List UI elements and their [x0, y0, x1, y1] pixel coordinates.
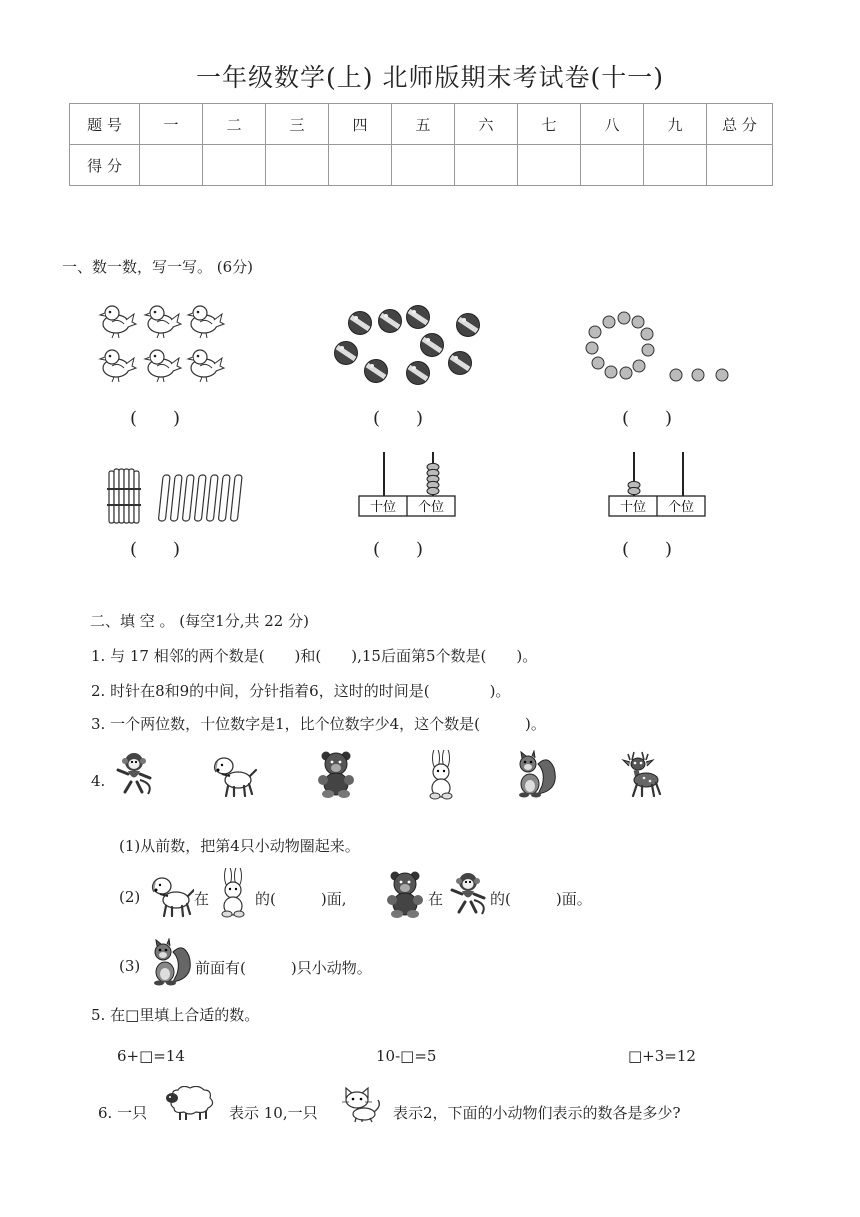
ball-icon [421, 334, 444, 357]
beads-picture [584, 310, 734, 385]
ball-icon [379, 310, 402, 333]
table-cell: 得 分 [70, 145, 140, 186]
abacus-picture [606, 450, 706, 520]
question-6-c: 表示2，下面的小动物们表示的数各是多少? [393, 1104, 681, 1122]
score-input-cell[interactable] [455, 145, 518, 186]
rabbit-icon[interactable] [421, 750, 463, 802]
question-5: 5. 在□里填上合适的数。 [91, 1006, 260, 1024]
table-cell: 七 [518, 104, 581, 145]
question-6-b: 表示 10,一只 [229, 1104, 318, 1122]
table-cell: 题 号 [70, 104, 140, 145]
table-cell: 五 [392, 104, 455, 145]
score-input-cell[interactable] [329, 145, 392, 186]
ball-icon [349, 312, 372, 335]
question-6-a: 6. 一只 [98, 1104, 148, 1122]
ball-icon [407, 306, 430, 329]
table-cell: 一 [140, 104, 203, 145]
table-cell: 八 [581, 104, 644, 145]
table-cell: 四 [329, 104, 392, 145]
question-4-label: 4. [91, 772, 106, 790]
question-4-2-in: 在 [194, 890, 210, 908]
ball-icon [449, 352, 472, 375]
question-4-2-end: 的( )面。 [490, 890, 592, 908]
table-cell: 总 分 [707, 104, 773, 145]
bear-icon [385, 870, 427, 922]
question-4-3-prefix: (3) [119, 957, 141, 975]
question-4-2-prefix: (2) [119, 888, 141, 906]
equation[interactable]: 10-□=5 [376, 1047, 437, 1065]
abacus-tens-label: 十位 [619, 500, 647, 515]
table-cell: 二 [203, 104, 266, 145]
question-4-3-text: 前面有( )只小动物。 [195, 959, 372, 977]
score-input-cell[interactable] [518, 145, 581, 186]
sheep-icon [166, 1086, 220, 1126]
answer-blank[interactable]: ( ) [130, 539, 181, 560]
cat-icon [340, 1086, 384, 1126]
rabbit-icon [213, 868, 253, 920]
equation[interactable]: □+3=12 [628, 1047, 696, 1065]
score-table-header-row [70, 104, 773, 145]
sticks-picture [104, 467, 249, 529]
abacus-tens-label: 十位 [369, 500, 397, 515]
score-input-cell[interactable] [203, 145, 266, 186]
equation[interactable]: 6+□=14 [117, 1047, 185, 1065]
score-input-cell[interactable] [581, 145, 644, 186]
ball-icon [335, 342, 358, 365]
bird-icon [188, 306, 224, 338]
score-table [69, 103, 773, 186]
question-4-2-mid: 的( )面, [255, 890, 347, 908]
question-3: 3. 一个两位数，十位数字是1，比个位数字少4，这个数是( )。 [91, 715, 546, 733]
score-input-cell[interactable] [140, 145, 203, 186]
question-4-2-in2: 在 [428, 890, 444, 908]
bird-icon [100, 350, 136, 382]
section-1-heading: 一、数一数，写一写。 (6分) [62, 258, 254, 276]
deer-icon[interactable] [620, 750, 666, 802]
score-input-cell[interactable] [707, 145, 773, 186]
ball-icon [457, 314, 480, 337]
score-input-cell[interactable] [266, 145, 329, 186]
answer-blank[interactable]: ( ) [373, 408, 424, 429]
section-2-heading: 二、填 空 。 (每空1分,共 22 分) [90, 612, 309, 630]
page-title: 一年级数学(上) 北师版期末考试卷(十一) [196, 63, 664, 92]
answer-blank[interactable]: ( ) [622, 408, 673, 429]
abacus-ones-label: 个位 [417, 500, 445, 515]
birds-picture [98, 300, 230, 390]
abacus-picture [356, 450, 456, 520]
table-cell: 三 [266, 104, 329, 145]
question-4-1: (1)从前数，把第4只小动物圈起来。 [119, 837, 360, 855]
answer-blank[interactable]: ( ) [373, 539, 424, 560]
bird-icon [100, 306, 136, 338]
bird-icon [145, 350, 181, 382]
squirrel-icon[interactable] [512, 750, 560, 802]
answer-blank[interactable]: ( ) [130, 408, 181, 429]
score-input-cell[interactable] [644, 145, 707, 186]
abacus-ones-label: 个位 [667, 500, 695, 515]
answer-blank[interactable]: ( ) [622, 539, 673, 560]
table-cell: 九 [644, 104, 707, 145]
monkey-icon[interactable] [112, 750, 160, 802]
table-cell: 六 [455, 104, 518, 145]
monkey-icon [446, 870, 490, 922]
balls-picture [332, 305, 492, 390]
squirrel-icon [147, 938, 195, 990]
dog-icon[interactable] [210, 752, 260, 802]
ball-icon [365, 360, 388, 383]
bird-icon [145, 306, 181, 338]
dog-icon [148, 872, 194, 920]
question-1: 1. 与 17 相邻的两个数是( )和( ),15后面第5个数是( )。 [91, 647, 538, 665]
question-2: 2. 时针在8和9的中间，分针指着6，这时的时间是( )。 [91, 682, 511, 700]
bear-icon[interactable] [316, 750, 358, 802]
score-table-score-row [70, 145, 773, 186]
bird-icon [188, 350, 224, 382]
ball-icon [407, 362, 430, 385]
score-input-cell[interactable] [392, 145, 455, 186]
